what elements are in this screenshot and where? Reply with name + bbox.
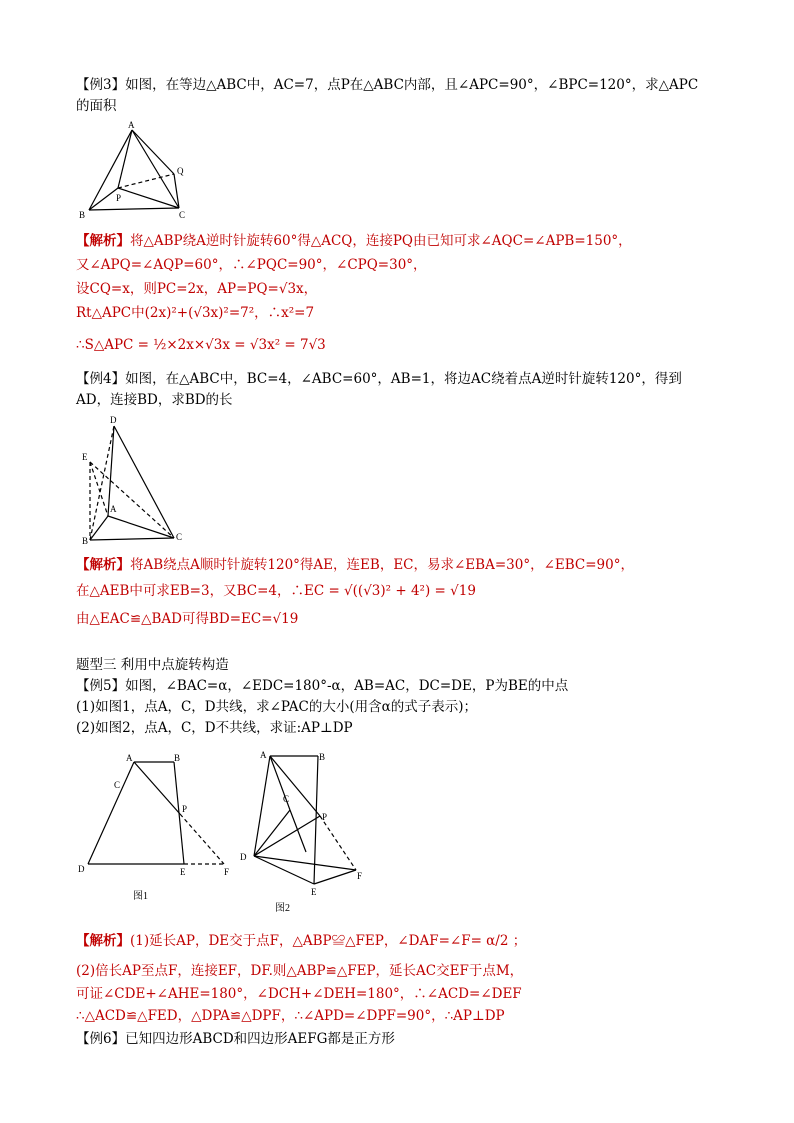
ex4-label-e: E (82, 452, 88, 462)
ex5f1-seg-pf (180, 814, 224, 864)
ex5f1-label-b: B (174, 753, 181, 763)
ex5-figure-2 (240, 746, 376, 901)
ex5-question-2: (2)如图2，点A，C，D不共线，求证:AP⊥DP (76, 720, 353, 736)
ex5f2-label-p: P (322, 812, 328, 822)
section-type3-title: 题型三 利用中点旋转构造 (76, 657, 229, 673)
ex3-solution-5: ∴S△APC = ½×2x×√3x = √3x² = 7√3 (76, 337, 326, 353)
ex5f2-label-f: F (357, 871, 363, 881)
ex3-label-b: B (79, 210, 86, 220)
ex5-title: 【例5】如图，∠BAC=α，∠EDC=180°-α，AB=AC，DC=DE，P为BE的中点 (76, 678, 569, 694)
ex3-label-a: A (128, 120, 135, 130)
ex4-title: 【例4】如图，在△ABC中，BC=4，∠ABC=60°，AB=1，将边AC绕着点A逆时针旋转120°，得到 (76, 371, 682, 387)
ex5-figure-1 (76, 748, 246, 883)
ex5-question-1: (1)如图1，点A，C，D共线，求∠PAC的大小(用含α的式子表示)； (76, 699, 477, 715)
ex5f2-label-a: A (260, 750, 267, 760)
ex3-title: 【例3】如图，在等边△ABC中，AC=7，点P在△ABC内部，且∠APC=90°，∠BPC=120°，求△APC (76, 77, 699, 93)
ex4-label-d: D (110, 415, 117, 425)
ex4-label-b: B (82, 536, 89, 546)
ex5f2-seg-cd (254, 810, 290, 856)
ex5f1-label-c: C (114, 780, 121, 790)
ex5-solution-3: 可证∠CDE+∠AHE=180°，∠DCH+∠DEH=180°，∴∠ACD=∠DEF (76, 986, 522, 1002)
ex4-figure (76, 414, 196, 544)
ex6-title: 【例6】已知四边形ABCD和四边形AEFG都是正方形 (76, 1031, 395, 1047)
ex5f2-label-b: B (319, 752, 326, 762)
ex4-title-cont: AD，连接BD，求BD的长 (76, 392, 233, 408)
ex4-label-a: A (110, 504, 117, 514)
ex5f2-seg-pf (320, 816, 356, 870)
ex5f2-label-c: C (283, 794, 290, 804)
ex5-fig2-caption: 图2 (275, 903, 290, 914)
ex5f1-seg-ap (134, 762, 180, 814)
ex5f1-seg-ad (88, 762, 134, 864)
ex3-seg-bc (89, 208, 179, 210)
ex3-seg-ap (118, 130, 132, 188)
ex3-label-c: C (179, 210, 186, 220)
ex4-seg-ab (90, 516, 108, 540)
ex4-solution-3: 由△EAC≌△BAD可得BD=EC=√19 (76, 611, 299, 627)
ex5-solution-2: (2)倍长AP至点F，连接EF，DF.则△ABP≌△FEP，延长AC交EF于点M， (76, 963, 524, 979)
ex3-figure (76, 122, 196, 222)
ex4-seg-bc (90, 538, 174, 540)
ex5f1-label-a: A (126, 753, 133, 763)
ex5f2-seg-ad (254, 756, 270, 856)
ex4-seg-ec (90, 462, 174, 538)
ex5f2-label-e: E (311, 887, 317, 897)
ex4-label-c: C (176, 532, 183, 542)
ex4-solution-2: 在△AEB中可求EB=3，又BC=4，∴EC = √((√3)² + 4²) = √19 (76, 583, 476, 599)
ex3-solution-1: 【解析】将△ABP绕A逆时针旋转60°得△ACQ，连接PQ由已知可求∠AQC=∠APB=150°， (76, 233, 632, 249)
ex4-seg-ad (108, 426, 114, 516)
ex3-title-cont: 的面积 (76, 98, 117, 114)
ex3-seg-ab (89, 130, 132, 210)
ex5f1-label-p: P (182, 804, 188, 814)
ex5f2-seg-dp (254, 816, 320, 856)
ex5f1-label-e: E (180, 867, 186, 877)
ex5f2-label-d: D (240, 852, 247, 862)
ex5-solution-4: ∴△ACD≌△FED，△DPA≌△DPF，∴∠APD=∠DPF=90°，∴AP⊥DP (76, 1008, 505, 1024)
ex5f2-seg-cm (290, 810, 306, 852)
ex4-solution-1: 【解析】将AB绕点A顺时针旋转120°得AE，连EB，EC，易求∠EBA=30°，∠EBC=90°， (76, 557, 634, 573)
ex5-solution-1: 【解析】(1)延长AP，DE交于点F，△ABP≌△FEP，∠DAF=∠F= α/2 ； (76, 933, 527, 949)
ex3-seg-bp (89, 188, 118, 210)
ex3-seg-ac (132, 130, 179, 208)
ex3-seg-pc (118, 188, 179, 208)
ex3-seg-aq (132, 130, 174, 174)
ex3-solution-2: 又∠APQ=∠AQP=60°，∴∠PQC=90°，∠CPQ=30°， (76, 257, 427, 273)
ex3-solution-3: 设CQ=x，则PC=2x，AP=PQ=√3x， (76, 281, 318, 297)
ex5f1-label-d: D (78, 864, 85, 874)
ex5f2-seg-ap (270, 756, 320, 816)
ex3-label-q: Q (177, 166, 184, 176)
ex3-label-p: P (116, 193, 122, 203)
ex5-fig1-caption: 图1 (133, 891, 148, 902)
ex5f1-label-f: F (224, 867, 230, 877)
ex3-solution-4: Rt△APC中(2x)²+(√3x)²=7²，∴x²=7 (76, 305, 315, 321)
ex5f2-seg-ef (314, 870, 356, 884)
